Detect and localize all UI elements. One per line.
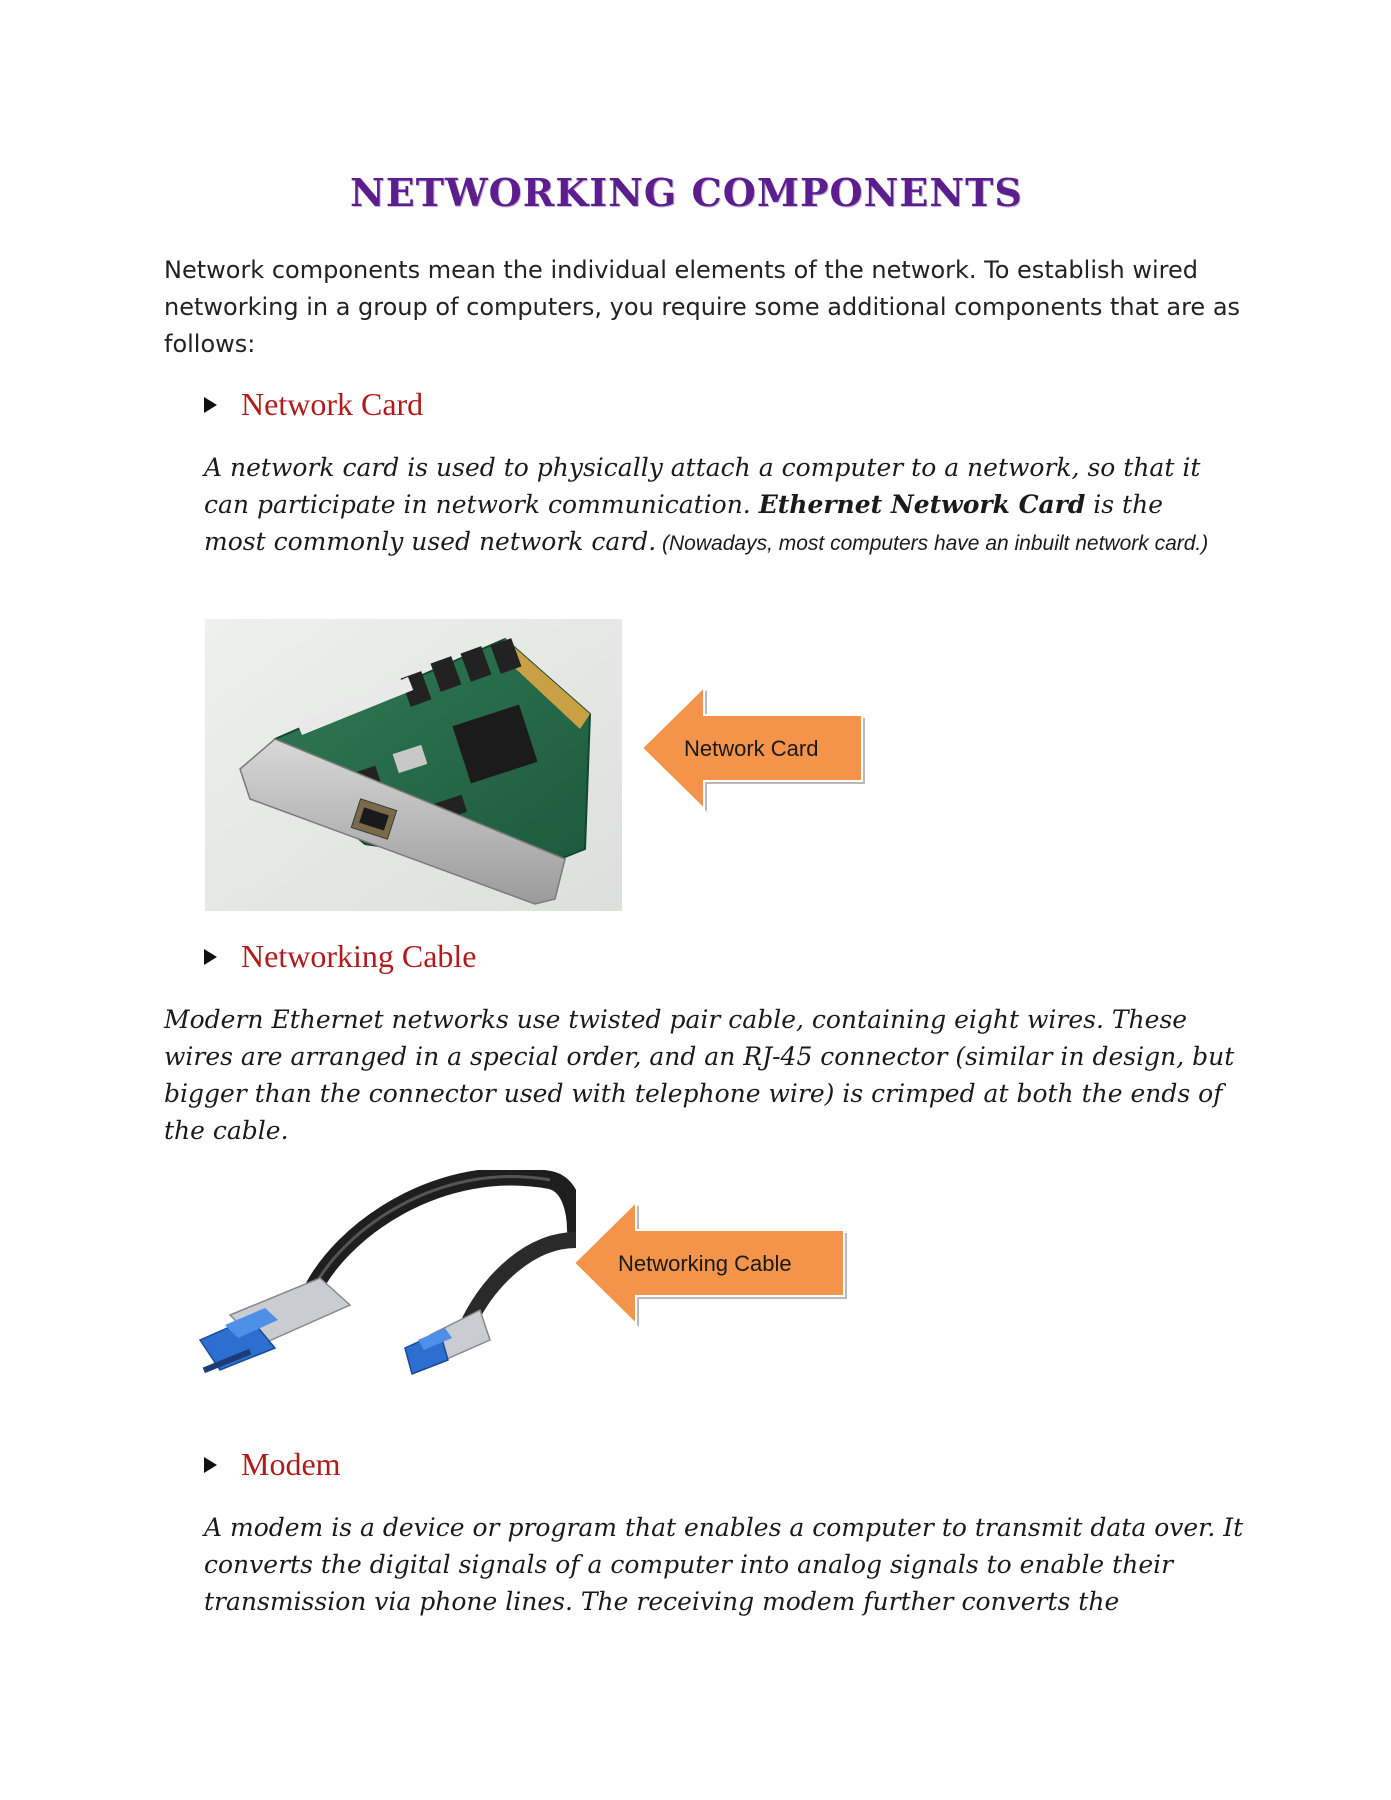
section-heading-network-card (204, 386, 423, 423)
arrow-bullet-icon (204, 397, 217, 413)
network-card-note: (Nowadays, most computers have an inbuilt network card.) (656, 532, 1209, 555)
section-heading-label: Networking Cable (241, 938, 477, 974)
network-card-bold-text: Ethernet Network Card (758, 490, 1086, 519)
section-heading-networking-cable (204, 938, 477, 975)
intro-paragraph: Network components mean the individual elements of the network. To establish wired networking in a group of computers, you require some additional components that are as follows: (164, 256, 1241, 358)
arrow-bullet-icon (204, 949, 217, 965)
modem-paragraph: A modem is a device or program that enables a computer to transmit data over. It converts the digital signals of a computer into analog signals to enable their transmission via phone lines. The receiving modem further converts the (204, 1513, 1244, 1616)
section-heading-label: Network Card (241, 386, 424, 422)
networking-cable-image (190, 1170, 576, 1390)
callout-label: Networking Cable (618, 1251, 792, 1276)
network-card-callout (640, 685, 865, 813)
network-card-image (205, 619, 622, 911)
section-heading-modem (204, 1446, 341, 1483)
section-heading-label: Modem (241, 1446, 341, 1482)
network-card-text-end: is the most commonly used network card. (204, 490, 1163, 556)
network-card-paragraph (204, 449, 1224, 562)
page-title: NETWORKING COMPONENTS (350, 170, 1023, 215)
callout-label: Network Card (684, 736, 819, 761)
networking-cable-callout (572, 1200, 847, 1328)
networking-cable-paragraph: Modern Ethernet networks use twisted pair cable, containing eight wires. These wires are arranged in a special order, and an RJ-45 connector (similar in design, but bigger than the connector used with telephone wire) is crimped at both the ends of the cable. (164, 1005, 1235, 1145)
arrow-bullet-icon (204, 1457, 217, 1473)
network-card-text: A network card is used to physically attach a computer to a network, so that it can participate in network communication. (204, 453, 1201, 519)
